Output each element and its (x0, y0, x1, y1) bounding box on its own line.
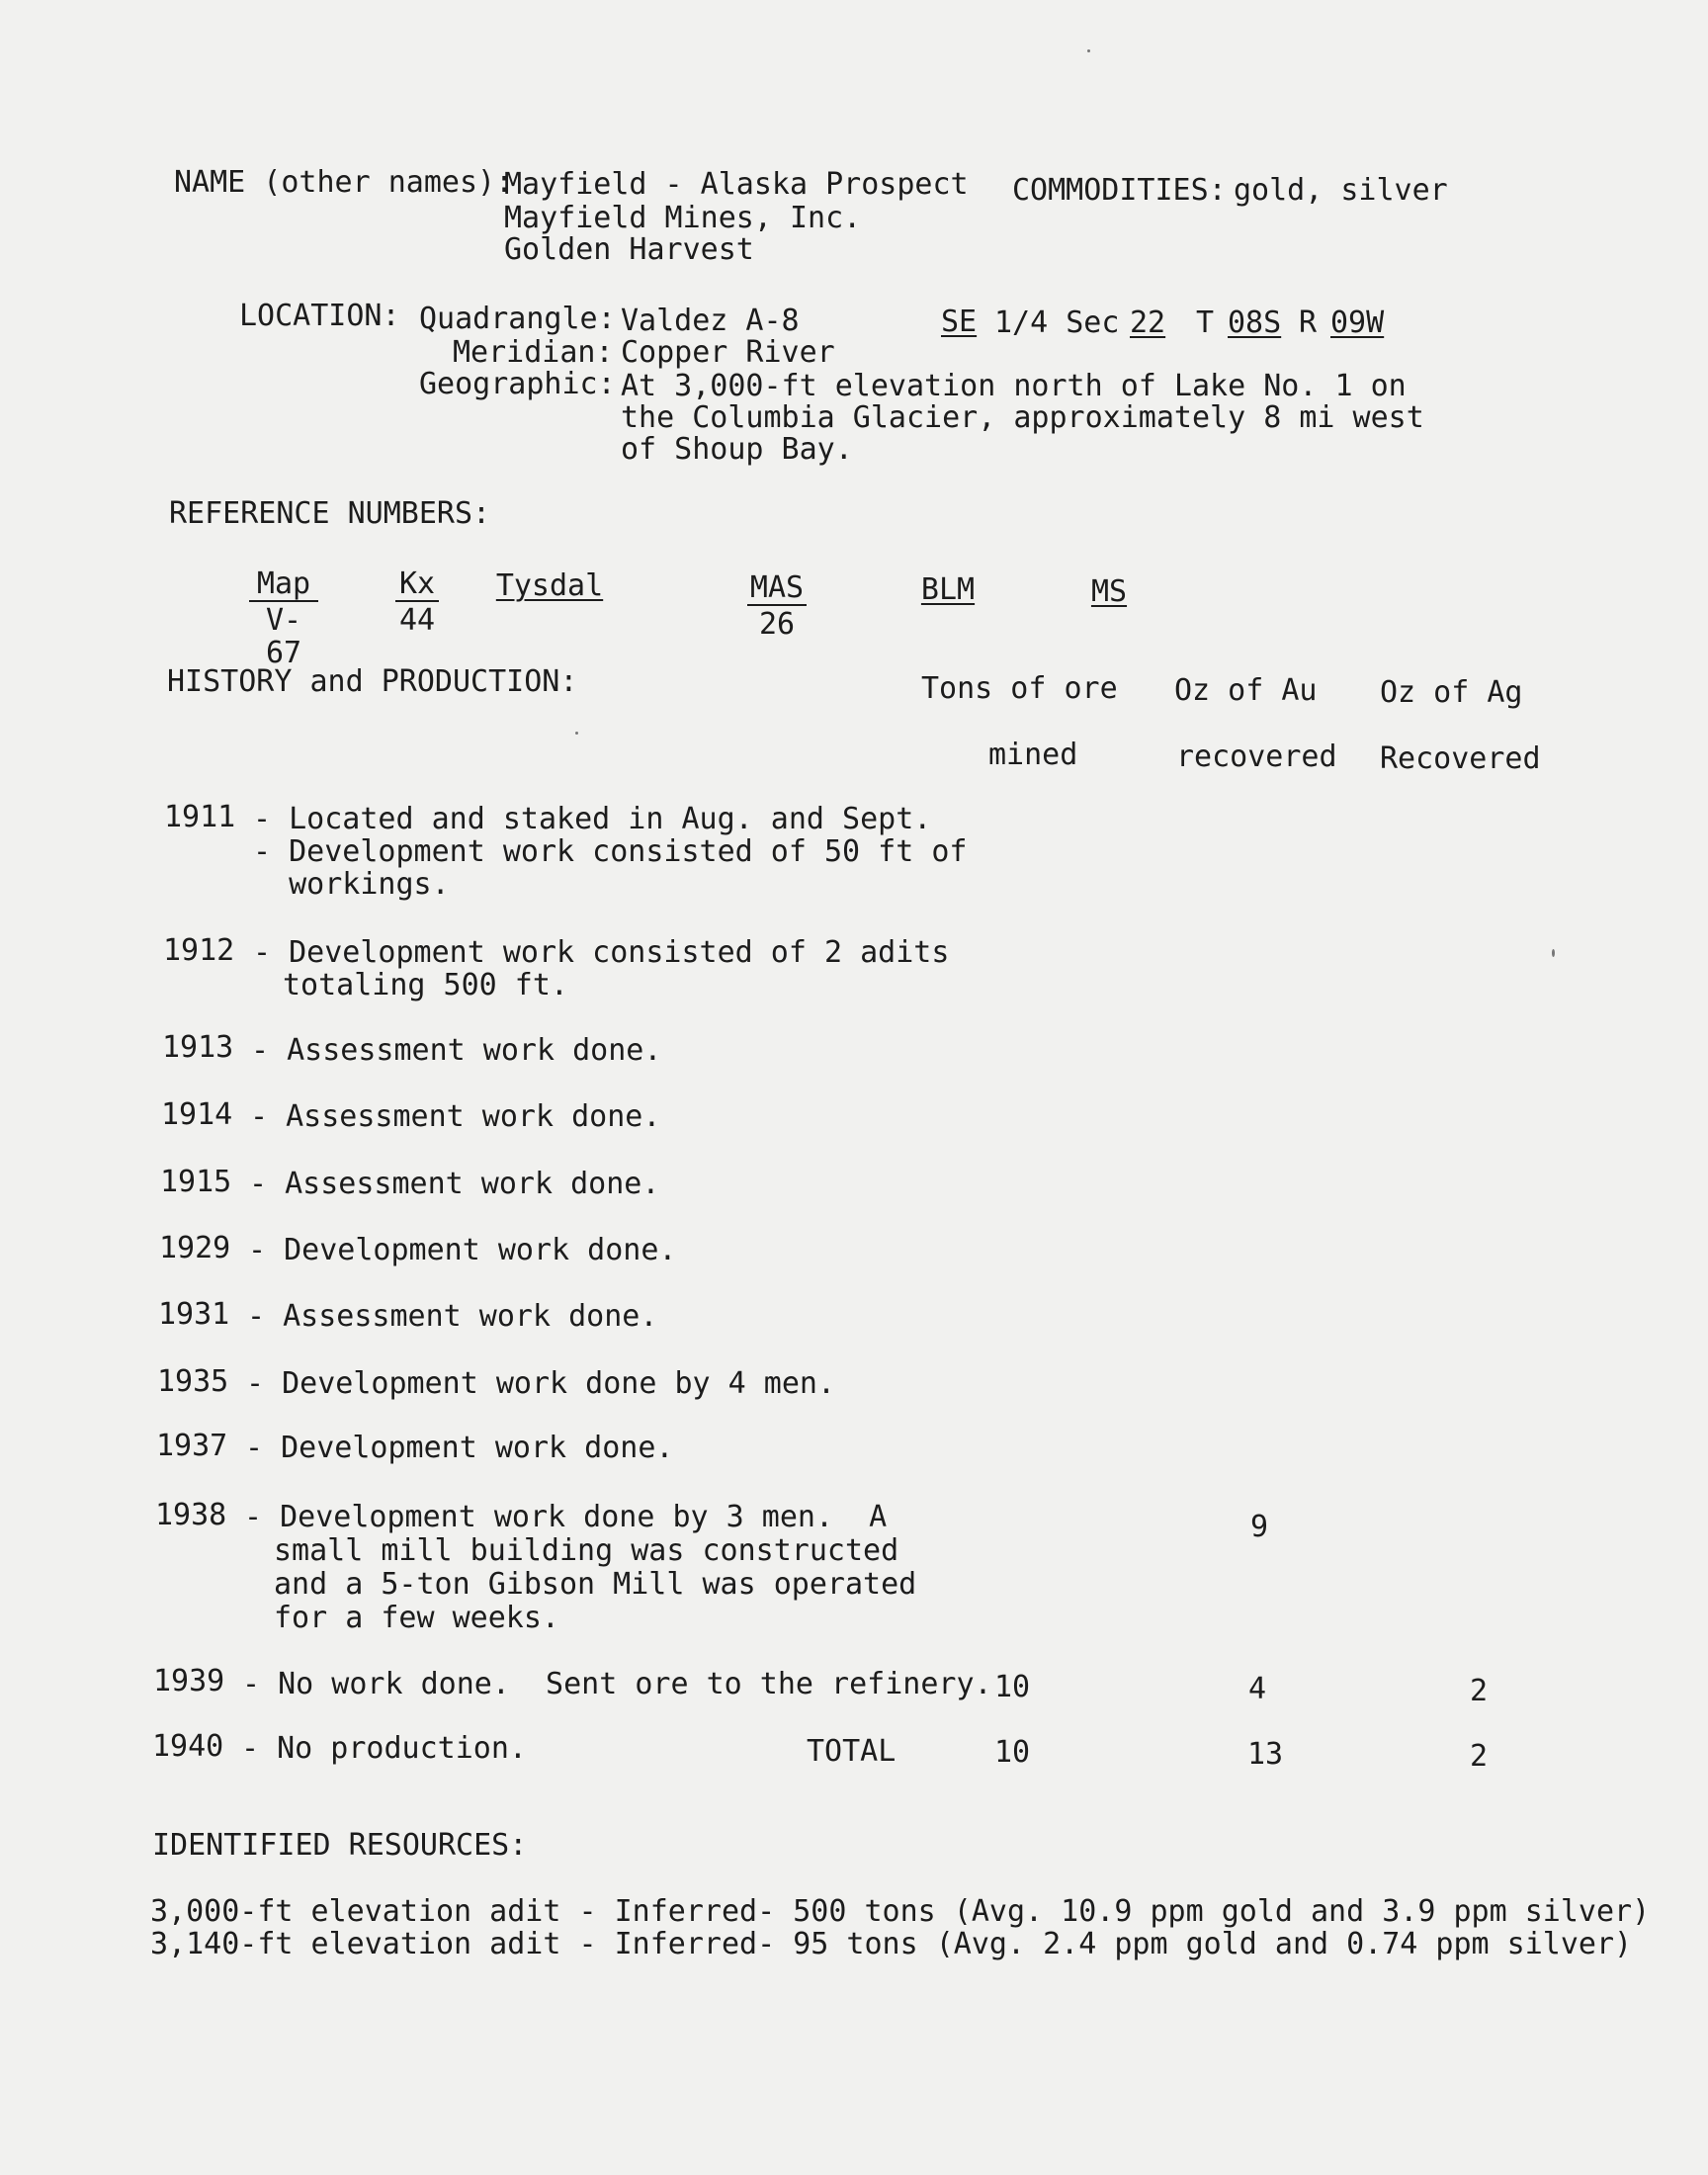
history-line: Assessment work done. (285, 1167, 660, 1201)
name-alt-1: Mayfield Mines, Inc. (504, 201, 862, 235)
reference-ms-header: MS (1090, 574, 1128, 609)
name-alt-2: Golden Harvest (504, 232, 754, 267)
reference-kx (395, 567, 439, 637)
geographic-line-2: the Columbia Glacier, approximately 8 mi west (621, 400, 1424, 435)
history-line: - Development work consisted of 50 ft of (253, 834, 968, 869)
au-1939: 4 (1247, 1672, 1267, 1706)
history-line: Assessment work done. (286, 1099, 661, 1134)
reference-ms (1087, 575, 1131, 608)
history-line: Development work done. (281, 1431, 674, 1465)
history-line: No production. (277, 1731, 527, 1766)
col-au-line1: Oz of Au (1174, 673, 1318, 708)
reference-kx-value: 44 (395, 600, 439, 637)
history-year: 1938 (155, 1498, 227, 1532)
history-year: 1911 (164, 800, 236, 834)
tons-1939: 10 (993, 1670, 1031, 1704)
scan-speck (575, 732, 578, 735)
quarter-value: SE (941, 304, 978, 339)
reference-label: REFERENCE NUMBERS: (169, 496, 491, 531)
history-year: 1940 (152, 1729, 224, 1764)
history-line: small mill building was constructed (274, 1533, 899, 1568)
reference-mas-header: MAS (749, 570, 805, 605)
au-1938: 9 (1249, 1510, 1269, 1544)
section-value: 22 (1130, 305, 1166, 340)
history-line: and a 5-ton Gibson Mill was operated (274, 1567, 917, 1602)
history-year: 1912 (163, 933, 235, 968)
history-line: Assessment work done. (283, 1299, 658, 1334)
location-label: LOCATION: (239, 299, 400, 333)
meridian-value: Copper River (621, 335, 835, 370)
quadrangle-value: Valdez A-8 (621, 304, 800, 338)
history-line: Assessment work done. (287, 1033, 662, 1068)
resources-label: IDENTIFIED RESOURCES: (152, 1828, 528, 1863)
history-line: Located and staked in Aug. and Sept. (289, 802, 932, 836)
scan-speck (1087, 49, 1090, 52)
history-line: Development work done by 3 men. A (280, 1500, 888, 1534)
history-line: Development work consisted of 2 adits (289, 935, 950, 970)
reference-mas-value: 26 (747, 604, 807, 641)
range-label: R (1299, 305, 1318, 340)
quadrangle-label: Quadrangle: (419, 302, 616, 336)
reference-map-value: V-67 (249, 600, 318, 669)
history-year: 1915 (160, 1165, 232, 1199)
township-value: 08S (1228, 305, 1282, 340)
resource-line-1: 3,000-ft elevation adit - Inferred- 500 tons (Avg. 10.9 ppm gold and 3.9 ppm silver) (150, 1894, 1651, 1929)
history-year: 1937 (156, 1429, 228, 1463)
history-label: HISTORY and PRODUCTION: (167, 664, 578, 699)
name-primary: Mayfield - Alaska Prospect (504, 167, 969, 202)
history-year: 1929 (159, 1231, 231, 1265)
reference-kx-header: Kx (398, 566, 436, 601)
col-ag-line2: Recovered (1380, 741, 1541, 776)
township-label: T (1196, 305, 1215, 340)
reference-blm-header: BLM (920, 572, 976, 607)
geographic-line-1: At 3,000-ft elevation north of Lake No. 1 on (621, 369, 1407, 403)
history-year: 1939 (153, 1664, 225, 1698)
reference-map (249, 567, 318, 669)
au-total: 13 (1246, 1737, 1284, 1772)
name-label: NAME (other names): (174, 165, 514, 200)
reference-blm (915, 573, 981, 606)
ag-total: 2 (1469, 1739, 1489, 1774)
history-line: for a few weeks. (274, 1601, 559, 1635)
range-value: 09W (1330, 305, 1385, 340)
col-tons-line2: mined (988, 738, 1078, 772)
col-ag-line1: Oz of Ag (1380, 675, 1523, 710)
col-tons-line1: Tons of ore (921, 671, 1118, 706)
ag-1939: 2 (1469, 1674, 1489, 1708)
history-line: totaling 500 ft. (283, 968, 568, 1002)
history-year: 1914 (161, 1097, 233, 1132)
history-line: Development work done by 4 men. (282, 1366, 836, 1401)
quarter-text: 1/4 Sec (994, 305, 1120, 340)
reference-tysdal-header: Tysdal (495, 568, 604, 603)
document-page: NAME (other names): Mayfield - Alaska Prospect Mayfield Mines, Inc. Golden Harvest COMMODITIES: gold, silver LOCATION: Quadrangle: Valdez A-8 Meridian: Copper River Geographic: At 3,000-ft elevation north of Lake No. 1 on the Columbia Glacier, approximately 8 mi west of Shoup Bay. SE 1/4 Sec 22 T 08S R 09W REFERENCE NUMBERS: Map V-67 Kx 44 Tysdal MAS 26 BLM MS HISTORY and PRODUCTION: Tons of ore mined Oz of Au recovered Oz of Ag Recovered 1911 - Located and staked in Aug. and Sept. - Development work consisted of 50 ft of workings. 1912 - Development work consisted of 2 adits totaling 500 ft. 1913 - Assessment work done. 1914 - Assessment work done. 1915 - Assessment work done. 1929 - Development work done. 1931 - Assessment work done. 1935 - Development work done by 4 men. 1937 - Development work done. 1938 - Development work done by 3 men. A small mill building was constructed and a 5-ton Gibson Mill was operated for a few weeks. 9 1939 - No work done. Sent ore to the refinery. 10 4 2 1940 - No production. TOTAL 10 13 2 IDENTIFIED RESOURCES: 3,000-ft elevation adit - Inferred- 500 tons (Avg. 10.9 ppm gold and 3.9 ppm silver) 3,140-ft elevation adit - Inferred- 95 tons (Avg. 2.4 ppm gold and 0.74 ppm silver) (0, 0, 1708, 2175)
total-label: TOTAL (807, 1734, 897, 1769)
meridian-label: Meridian: (453, 335, 614, 370)
tons-total: 10 (993, 1735, 1031, 1770)
scan-speck (1552, 949, 1555, 957)
geographic-label: Geographic: (419, 367, 616, 401)
resource-line-2: 3,140-ft elevation adit - Inferred- 95 tons (Avg. 2.4 ppm gold and 0.74 ppm silver) (150, 1927, 1633, 1961)
history-line: workings. (253, 867, 450, 902)
history-year: 1931 (158, 1297, 230, 1332)
col-au-line2: recovered (1176, 740, 1337, 774)
history-line: Development work done. (284, 1233, 677, 1267)
geographic-line-3: of Shoup Bay. (621, 432, 853, 467)
reference-mas (747, 571, 807, 641)
history-year: 1913 (162, 1030, 234, 1065)
commodities-value: gold, silver (1234, 173, 1448, 208)
commodities-label: COMMODITIES: (1012, 173, 1227, 208)
history-line: No work done. Sent ore to the refinery. (278, 1667, 992, 1701)
reference-map-header: Map (256, 566, 311, 601)
reference-tysdal (494, 569, 605, 602)
history-year: 1935 (157, 1364, 229, 1399)
